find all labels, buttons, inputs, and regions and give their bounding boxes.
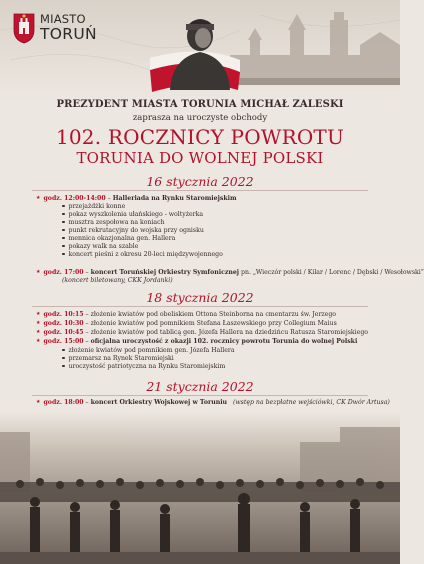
sub-item: pokaz wyszkolenia ułańskiego - woltyżerka [62, 211, 203, 219]
sub-item: koncert pieśni z okresu 20-leci międzywojennego [62, 251, 223, 259]
host-line: PREZYDENT MIASTA TORUNIA MICHAŁ ZALESKI [56, 99, 344, 110]
title-line-1: 102. ROCZNICY POWROTU [55, 125, 345, 149]
sub-item: mennica okazjonalna gen. Hallera [62, 235, 175, 243]
schedule-item: ★ godz. 18:00 – koncert Orkiestry Wojskowej w Toruniu (wstęp na bezpłatne wejściówki, CK Dwór Artusa) [36, 399, 390, 406]
star-icon: ★ [36, 195, 41, 201]
star-icon: ★ [36, 399, 41, 405]
sub-item: przemarsz na Rynek Staromiejski [62, 355, 174, 363]
divider [32, 306, 368, 307]
schedule-item: ★ godz. 12:00-14:00 – Halleriada na Rynku Staromiejskim [36, 195, 237, 202]
day-heading-21: 21 stycznia 2022 [146, 379, 254, 394]
bullet-icon [62, 245, 65, 248]
schedule-item: ★ godz. 17:00 – koncert Toruńskiej Orkiestry Symfonicznej pn. „Wieczór polski / Kilar / Lorenc / Dębski / Wesołowski” [36, 269, 424, 276]
torun-coat-of-arms-icon [12, 12, 36, 44]
historical-crowd-photo [0, 412, 400, 564]
schedule-item: ★ godz. 10:45 – złożenie kwiatów pod tablicą gen. Józefa Hallera na dziedzińcu Ratusza Staromiejskiego [36, 329, 369, 336]
sub-item: punkt rekrutacyjny do wojska przy ognisku [62, 227, 204, 235]
day-heading-18: 18 stycznia 2022 [146, 290, 254, 305]
sub-item: pokazy walk na szable [62, 243, 138, 251]
star-icon: ★ [36, 320, 41, 326]
bullet-icon [62, 221, 65, 224]
schedule-note: (koncert biletowany, CKK Jordanki) [62, 277, 173, 284]
bullet-icon [62, 229, 65, 232]
bullet-icon [62, 357, 65, 360]
bullet-icon [62, 205, 65, 208]
city-logo [12, 12, 97, 44]
logo-line-torun: TORUŃ [40, 24, 97, 43]
sub-item: przejażdżki konne [62, 203, 125, 211]
star-icon: ★ [36, 269, 41, 275]
bullet-icon [62, 253, 65, 256]
logo-line-miasto: MIASTO [40, 12, 86, 26]
divider [32, 395, 368, 396]
schedule-item: ★ godz. 10:15 – złożenie kwiatów pod obeliskiem Ottona Steinborna na cmentarzu św. Jerzego [36, 311, 337, 318]
bullet-icon [62, 349, 65, 352]
star-icon: ★ [36, 311, 41, 317]
sub-item: musztra zespołowa na koniach [62, 219, 165, 227]
star-icon: ★ [36, 338, 41, 344]
schedule-item: ★ godz. 10:30 – złożenie kwiatów pod pomnikiem Stefana Łaszewskiego przy Collegium Maius [36, 320, 337, 327]
bullet-icon [62, 237, 65, 240]
day-heading-16: 16 stycznia 2022 [146, 174, 254, 189]
invite-line: zaprasza na uroczyste obchody [132, 113, 268, 123]
divider [32, 190, 368, 191]
sub-item: uroczystość patriotyczna na Rynku Staromiejskim [62, 363, 225, 371]
schedule-item: ★ godz. 15:00 – oficjalna uroczystość z okazji 102. rocznicy powrotu Torunia do wolnej Polski [36, 338, 358, 345]
sub-item: złożenie kwiatów pod pomnikiem gen. Józefa Hallera [62, 347, 235, 355]
star-icon: ★ [36, 329, 41, 335]
title-line-2: TORUNIA DO WOLNEJ POLSKI [76, 149, 324, 167]
bullet-icon [62, 213, 65, 216]
bullet-icon [62, 365, 65, 368]
